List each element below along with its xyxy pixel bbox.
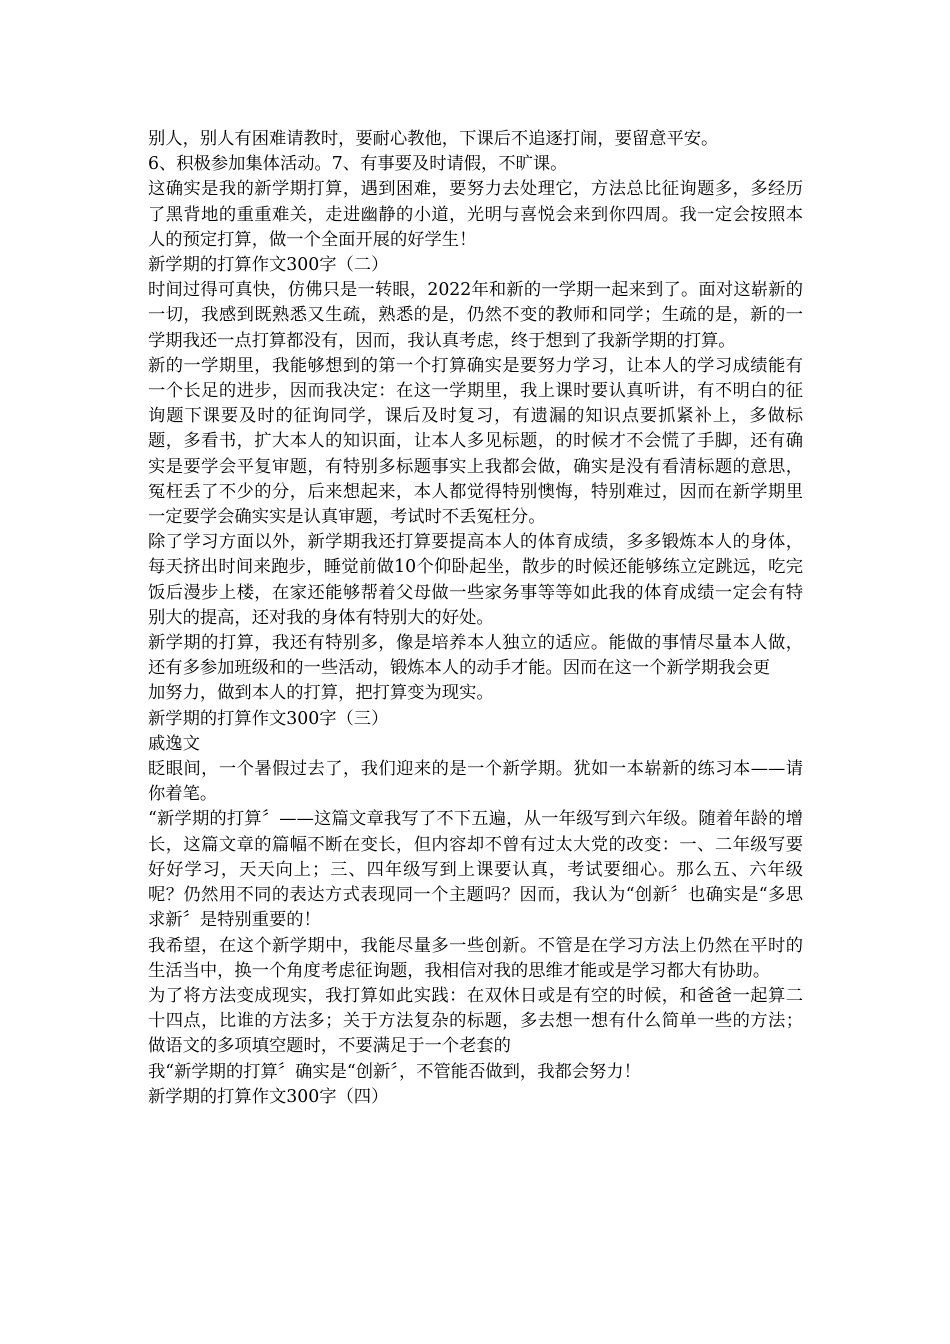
heading-essay-3: 新学期的打算作文300字（三） [148, 708, 389, 729]
paragraph-essay-3-history: “新学期的打算〞——这篇文章我写了不下五遍，从一年级写到六年级。随着年龄的增长，这篇文章的篇幅不断在变长，但内容却不曾有过太大党的改变：一、二年级写要好好学习，天天向上；三、四年级写到上课要认真，考试要细心。那么五、六年级呢？仍然用不同的表达方式表现同一个主题吗？因而，我认为“创新〞也确实是“多思求新〞是特别重要的！ [148, 809, 803, 931]
paragraph-essay-2-intro: 时间过得可真快，仿佛只是一转眼，2022年和新的一学期一起来到了。面对这崭新的一切，我感到既熟悉又生疏，熟悉的是，仍然不变的教师和同学；生疏的是，新的一学期我还一点打算都没有，因而，我认真考虑，终于想到了我新学期的打算。 [148, 280, 803, 351]
paragraph-essay-3-intro: 眨眼间，一个暑假过去了，我们迎来的是一个新学期。犹如一本崭新的练习本——请你着笔。 [148, 759, 803, 805]
paragraph-essay-2-study-plan: 新的一学期里，我能够想到的第一个打算确实是要努力学习，让本人的学习成绩能有一个长足的进步，因而我决定：在这一学期里，我上课时要认真听讲，有不明白的征询题下课要及时的征询同学，课后及时复习，有遗漏的知识点要抓紧补上，多做标题，多看书，扩大本人的知识面，让本人多见标题，的时候才不会慌了手脚，还有确实是要学会平复审题，有特别多标题事实上我都会做，确实是没有看清标题的意思，冤枉丢了不少的分，后来想起来，本人都觉得特别懊悔，特别难过，因而在新学期里一定要学会确实实是认真审题，考试时不丢冤枉分。 [148, 355, 803, 528]
paragraph-conclusion-1: 这确实是我的新学期打算，遇到困难，要努力去处理它，方法总比征询题多，多经历了黑背地的重重难关，走进幽静的小道，光明与喜悦会来到你四周。我一定会按照本人的预定打算，做一个全面开展的好学生！ [148, 179, 803, 250]
paragraph-essay-2-ending: 加努力，做到本人的打算，把打算变为现实。 [148, 683, 494, 704]
document-page [148, 127, 803, 1110]
heading-essay-2: 新学期的打算作文300字（二） [148, 255, 389, 276]
author-name: 戚逸文 [148, 733, 200, 754]
paragraph-continued-advice: 别人，别人有困难请教时，要耐心教他，下课后不追逐打闹，要留意平安。 [148, 129, 719, 149]
paragraph-essay-3-practice: 为了将方法变成现实，我打算如此实践：在双休日或是有空的时候，和爸爸一起算二十四点，比谁的方法多；关于方法复杂的标题，多去想一想有什么简单一些的方法；做语文的多项填空题时，不要满足于一个老套的 [148, 985, 803, 1057]
paragraph-essay-3-hope: 我希望，在这个新学期中，我能尽量多一些创新。不管是在学习方法上仍然在平时的生活当中，换一个角度考虑征询题，我相信对我的思维才能或是学习都大有协助。 [148, 935, 803, 981]
heading-essay-4: 新学期的打算作文300字（四） [148, 1086, 389, 1107]
paragraph-rules-6-7: 6、积极参加集体活动。7、有事要及时请假，不旷课。 [148, 154, 568, 175]
paragraph-essay-3-ending: 我“新学期的打算〞确实是“创新〞，不管能否做到，我都会努力！ [148, 1061, 641, 1082]
paragraph-essay-2-other-plans: 新学期的打算，我还有特别多，像是培养本人独立的适应。能做的事情尽量本人做，还有多参加班级和的一些活动，锻炼本人的动手才能。因而在这一个新学期我会更 [148, 633, 803, 679]
paragraph-essay-2-sports-plan: 除了学习方面以外，新学期我还打算要提高本人的体育成绩，多多锻炼本人的身体，每天挤出时间来跑步，睡觉前做10个仰卧起坐，散步的时候还能够练立定跳远，吃完饭后漫步上楼，在家还能够帮着父母做一些家务事等等如此我的体育成绩一定会有特别大的提高，还对我的身体有特别大的好处。 [148, 532, 803, 628]
